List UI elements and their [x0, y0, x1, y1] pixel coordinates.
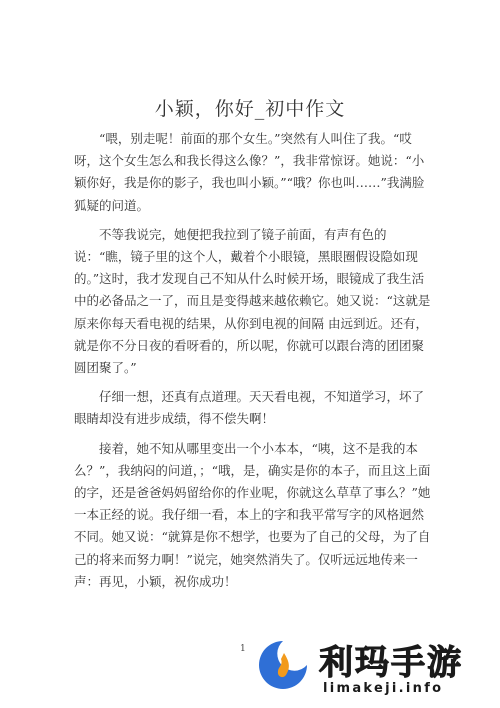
watermark	[253, 633, 493, 705]
page-number: 1	[240, 644, 246, 654]
document-body	[74, 128, 434, 600]
watermark-brand-text: 利玛手游	[319, 643, 463, 683]
document-title: 小颖，你好_初中作文	[154, 98, 346, 120]
crescent-flame-logo-icon	[253, 635, 313, 695]
paragraph-3: 仔细一想，还真有点道理。天天看电视，不知道学习，坏了眼睛却没有进步成绩，得不偿失啊！	[74, 389, 425, 427]
paragraph-4: 接着，她不知从哪里变出一个小本本，“咦，这不是我的本么？”，我纳闷的问道，；“哦，是，确实是你的本子，而且这上面的字，还是爸爸妈妈留给你的作业呢，你就这么草草了事么？”她一本正经的说。我仔细一看，本上的字和我平常写字的风格迥然不同。她又说：“就算是你不想学，也要为了自己的父母，为了自己的将来而努力啊！”说完，她突然消失了。仅听远远地传来一声：再见，小颖，祝你成功！	[74, 440, 431, 589]
paragraph-2: 不等我说完，她便把我拉到了镜子前面，有声有色的说：“瞧，镜子里的这个人，戴着个小眼镜，黑眼圈假设隐如现的。”这时，我才发现自己不知从什么时候开场，眼镜成了我生活中的必备品之一了，而且是变得越来越依赖它。她又说：“这就是原来你每天看电视的结果，从你到电视的间隔 由远到近。还有，就是你不分日夜的看呀看的，所以呢，你就可以跟台湾的团团聚圆团聚了。”	[74, 226, 431, 376]
paragraph-1: “喂，别走呢！前面的那个女生。”突然有人叫住了我。“哎呀，这个女生怎么和我长得这么像？”，我非常惊讶。她说：“小颖你好，我是你的影子，我也叫小颖。”“哦？你也叫……”我满脸狐疑的问道。	[74, 131, 425, 213]
watermark-url-text: limakeji.info	[323, 681, 444, 696]
